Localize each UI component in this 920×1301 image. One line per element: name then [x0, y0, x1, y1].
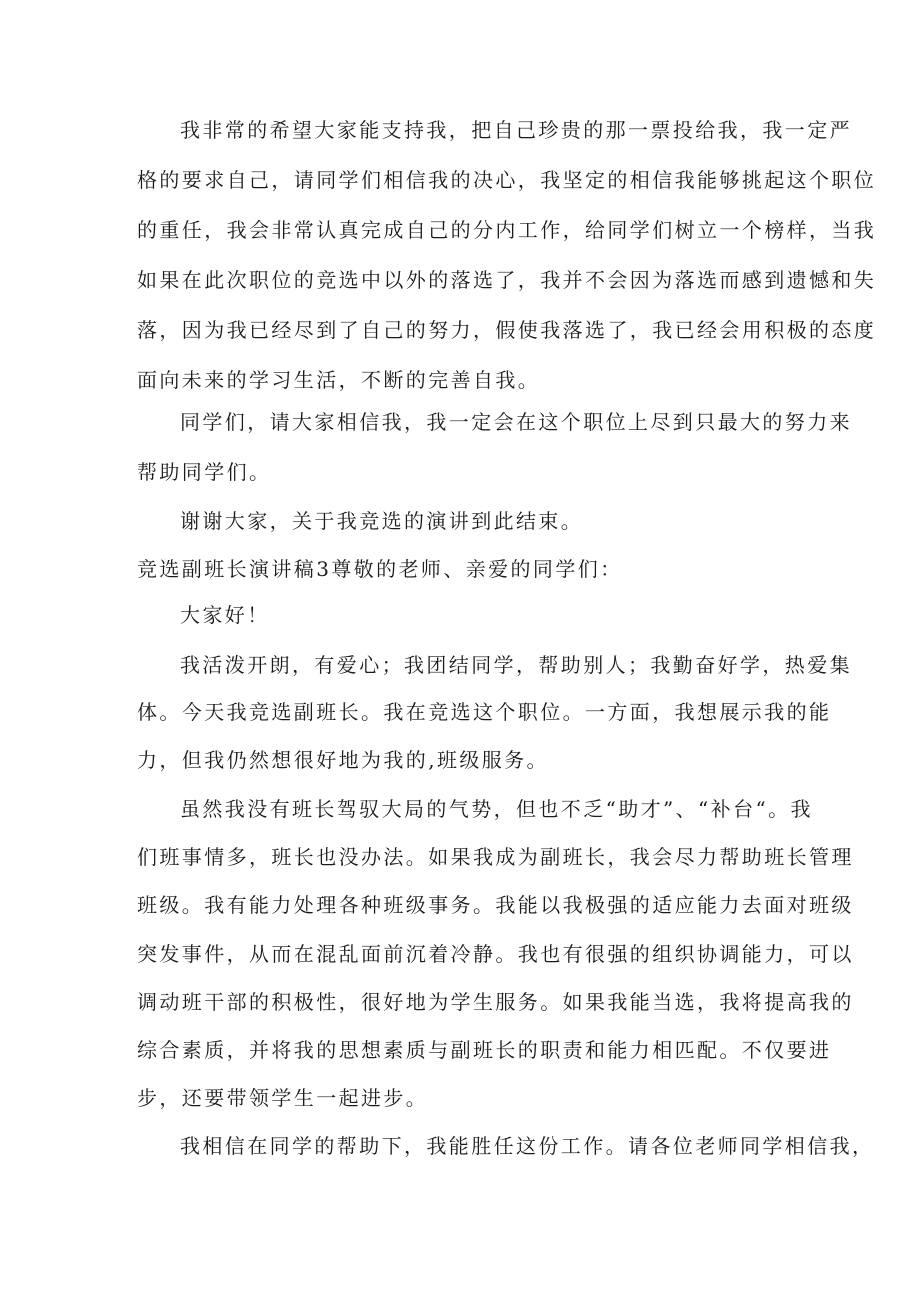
- text-line: 虽然我没有班长驾驭大局的气势，但也不乏“助才”、“补台“。我: [180, 797, 813, 821]
- text-line: 谢谢大家，关于我竞选的演讲到此结束。: [180, 509, 584, 533]
- text-line: 如果在此次职位的竞选中以外的落选了，我并不会因为落选而感到遗憾和失: [137, 268, 877, 292]
- text-line: 格的要求自己，请同学们相信我的决心，我坚定的相信我能够挑起这个职位: [137, 168, 877, 192]
- text-line: 班级。我有能力处理各种班级事务。我能以我极强的适应能力去面对班级: [137, 893, 854, 917]
- text-line: 综合素质，并将我的思想素质与副班长的职责和能力相匹配。不仅要进: [137, 1038, 832, 1062]
- greeting-line: 大家好！: [180, 603, 270, 627]
- text-line: 我非常的希望大家能支持我，把自己珍贵的那一票投给我，我一定严: [180, 118, 852, 142]
- text-line: 面向未来的学习生活，不断的完善自我。: [137, 368, 541, 392]
- text-line: 我活泼开朗，有爱心；我团结同学，帮助别人；我勤奋好学，热爱集: [180, 653, 852, 677]
- text-line: 帮助同学们。: [137, 460, 272, 484]
- section-heading: 竞选副班长演讲稿3尊敬的老师、亲爱的同学们：: [137, 557, 623, 581]
- text-line: 们班事情多，班长也没办法。如果我成为副班长，我会尽力帮助班长管理: [137, 845, 854, 869]
- text-line: 调动班干部的积极性，很好地为学生服务。如果我能当选，我将提高我的: [137, 990, 854, 1014]
- text-line: 同学们，请大家相信我，我一定会在这个职位上尽到只最大的努力来: [180, 410, 852, 434]
- text-line: 落，因为我已经尽到了自己的努力，假使我落选了，我已经会用积极的态度: [137, 318, 877, 342]
- text-line: 的重任，我会非常认真完成自己的分内工作，给同学们树立一个榜样，当我: [137, 218, 877, 242]
- text-line: 体。今天我竞选副班长。我在竞选这个职位。一方面，我想展示我的能: [137, 700, 832, 724]
- text-line: 步，还要带领学生一起进步。: [137, 1086, 429, 1110]
- text-line: 突发事件，从而在混乱面前沉着冷静。我也有很强的组织协调能力，可以: [137, 942, 854, 966]
- text-line: 力，但我仍然想很好地为我的,班级服务。: [137, 748, 549, 772]
- text-line: 我相信在同学的帮助下，我能胜任这份工作。请各位老师同学相信我，: [180, 1134, 875, 1158]
